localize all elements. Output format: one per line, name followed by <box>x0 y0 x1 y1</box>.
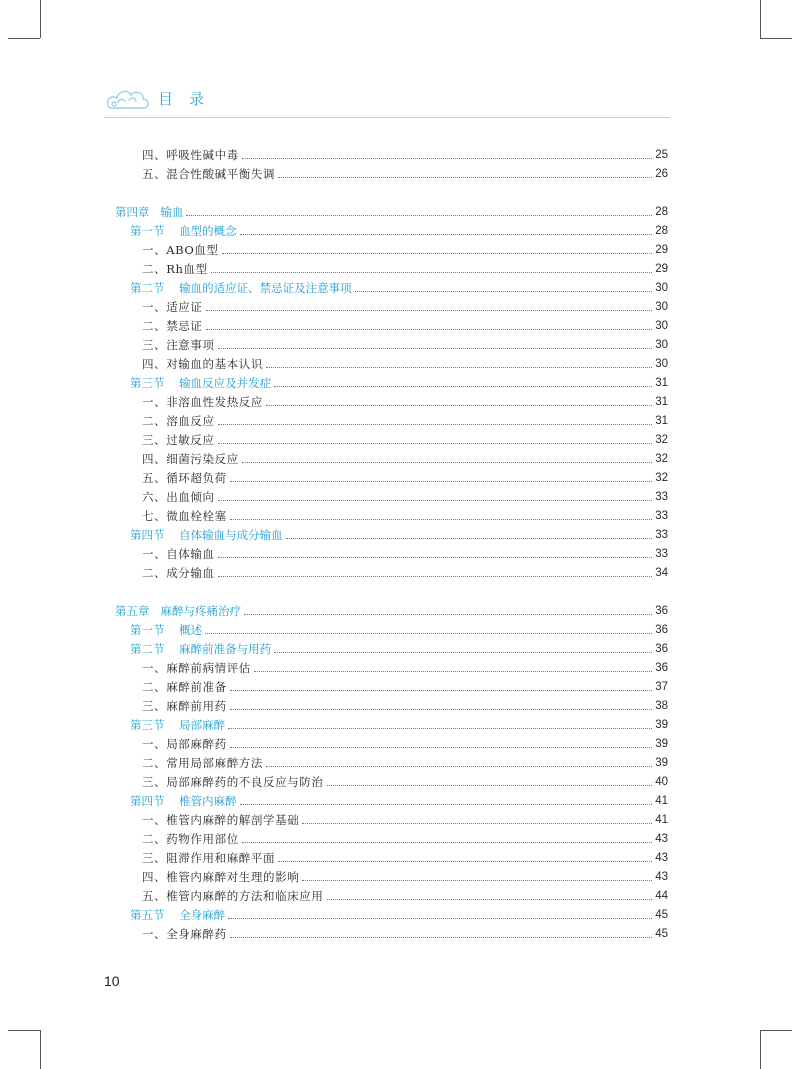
toc-item-row[interactable] <box>112 656 668 675</box>
toc-entry-page: 41 <box>655 795 668 807</box>
toc-item-row[interactable] <box>112 865 668 884</box>
toc-entry-page: 39 <box>655 719 668 731</box>
toc-section-row[interactable] <box>112 618 668 637</box>
toc-entry-page: 26 <box>655 168 668 180</box>
toc-entry-page: 33 <box>655 510 668 522</box>
dot-leader <box>218 500 653 501</box>
toc-entry-page: 28 <box>655 206 668 218</box>
toc-entry-label: 第四章 输血 <box>115 205 184 219</box>
crop-mark <box>40 0 41 38</box>
dot-leader <box>240 234 653 235</box>
toc-entry-label: 二、溶血反应 <box>142 414 215 428</box>
toc-item-row[interactable] <box>112 257 668 276</box>
dot-leader <box>242 842 652 843</box>
dot-leader <box>230 709 653 710</box>
dot-leader <box>230 690 653 691</box>
toc-entry-label: 三、局部麻醉药的不良反应与防治 <box>142 775 324 789</box>
dot-leader <box>266 766 652 767</box>
toc-entry-label: 二、成分输血 <box>142 566 215 580</box>
dot-leader <box>218 557 653 558</box>
toc-chapter-row[interactable] <box>112 200 668 219</box>
toc-entry-page: 33 <box>655 548 668 560</box>
dot-leader <box>278 177 652 178</box>
toc-section-row[interactable] <box>112 903 668 922</box>
crop-mark <box>8 1030 40 1031</box>
toc-entry-page: 43 <box>655 833 668 845</box>
toc-entry-label: 三、过敏反应 <box>142 433 215 447</box>
toc-entry-page: 34 <box>655 567 668 579</box>
dot-leader <box>327 899 653 900</box>
toc-entry-page: 40 <box>655 776 668 788</box>
toc-item-row[interactable] <box>112 846 668 865</box>
toc-item-row[interactable] <box>112 295 668 314</box>
toc-entry-label: 三、麻醉前用药 <box>142 699 227 713</box>
toc-entry-page: 43 <box>655 871 668 883</box>
toc-entry-label: 二、Rh血型 <box>142 262 208 276</box>
dot-leader <box>286 538 653 539</box>
dot-leader <box>274 652 652 653</box>
toc-header <box>104 80 220 116</box>
dot-leader <box>278 861 652 862</box>
toc-entry-page: 31 <box>655 396 668 408</box>
toc-entry-label: 二、禁忌证 <box>142 319 203 333</box>
toc-entry-page: 43 <box>655 852 668 864</box>
toc-item-row[interactable] <box>112 884 668 903</box>
toc-item-row[interactable] <box>112 922 668 941</box>
title-char: 目 <box>158 89 176 108</box>
toc-item-row[interactable] <box>112 561 668 580</box>
toc-entry-label: 第四节 椎管内麻醉 <box>130 794 237 808</box>
crop-mark <box>40 1030 41 1069</box>
toc-entry-label: 三、注意事项 <box>142 338 215 352</box>
toc-entry-label: 一、ABO血型 <box>142 243 219 257</box>
toc-entry-label: 第一节 血型的概念 <box>130 224 237 238</box>
toc-item-row[interactable] <box>112 675 668 694</box>
toc-entry-label: 二、常用局部麻醉方法 <box>142 756 263 770</box>
toc-section-row[interactable] <box>112 789 668 808</box>
toc-entry-label: 一、自体输血 <box>142 547 215 561</box>
dot-leader <box>242 158 652 159</box>
toc-section-row[interactable] <box>112 637 668 656</box>
toc-entry-label: 第三节 局部麻醉 <box>130 718 226 732</box>
dot-leader <box>266 367 652 368</box>
toc-entry-label: 六、出血倾向 <box>142 490 215 504</box>
toc-entry-label: 第一节 概述 <box>130 623 203 637</box>
toc-item-row[interactable] <box>112 542 668 561</box>
toc-entry-page: 28 <box>655 225 668 237</box>
page-number: 10 <box>104 973 120 989</box>
dot-leader <box>254 671 652 672</box>
toc-entry-page: 45 <box>655 909 668 921</box>
cloud-ornament-icon <box>104 83 152 113</box>
toc-entry-label: 第三节 输血反应及并发症 <box>130 376 272 390</box>
dot-leader <box>218 424 653 425</box>
toc-entry-page: 36 <box>655 605 668 617</box>
dot-leader <box>186 215 652 216</box>
dot-leader <box>230 747 653 748</box>
toc-entry-label: 一、全身麻醉药 <box>142 927 227 941</box>
toc-entry-page: 30 <box>655 358 668 370</box>
toc-entry-label: 第四节 自体输血与成分输血 <box>130 528 283 542</box>
toc-item-row[interactable] <box>112 808 668 827</box>
toc-entry-label: 五、循环超负荷 <box>142 471 227 485</box>
toc-entry-label: 第二节 麻醉前准备与用药 <box>130 642 272 656</box>
dot-leader <box>327 785 653 786</box>
toc-entry-page: 31 <box>655 377 668 389</box>
toc-section-row[interactable] <box>112 219 668 238</box>
toc-item-row[interactable] <box>112 333 668 352</box>
toc-section-row[interactable] <box>112 713 668 732</box>
dot-leader <box>355 291 653 292</box>
dot-leader <box>228 728 652 729</box>
dot-leader <box>242 462 652 463</box>
toc-entry-page: 33 <box>655 529 668 541</box>
toc-chapter-row[interactable] <box>112 599 668 618</box>
dot-leader <box>302 823 652 824</box>
toc-entry-page: 36 <box>655 662 668 674</box>
dot-leader <box>218 348 653 349</box>
toc-entry-label: 四、对输血的基本认识 <box>142 357 263 371</box>
toc-entry-label: 四、椎管内麻醉对生理的影响 <box>142 870 300 884</box>
dot-leader <box>230 937 653 938</box>
toc-entry-label: 第五章 麻醉与疼痛治疗 <box>115 604 241 618</box>
dot-leader <box>266 405 652 406</box>
dot-leader <box>302 880 652 881</box>
toc-item-row[interactable] <box>112 162 668 181</box>
toc-item-row[interactable] <box>112 352 668 371</box>
dot-leader <box>211 272 653 273</box>
toc-item-row[interactable] <box>112 238 668 257</box>
dot-leader <box>230 481 653 482</box>
toc-entry-page: 31 <box>655 415 668 427</box>
toc-item-row[interactable] <box>112 504 668 523</box>
dot-leader <box>244 614 652 615</box>
dot-leader <box>218 443 653 444</box>
dot-leader <box>222 253 653 254</box>
toc-item-row[interactable] <box>112 770 668 789</box>
toc-entry-label: 一、适应证 <box>142 300 203 314</box>
toc-entry-page: 30 <box>655 339 668 351</box>
toc-entry-label: 五、混合性酸碱平衡失调 <box>142 167 276 181</box>
toc-item-row[interactable] <box>112 143 668 162</box>
toc-section-row[interactable] <box>112 276 668 295</box>
toc-item-row[interactable] <box>112 485 668 504</box>
toc-entry-page: 44 <box>655 890 668 902</box>
dot-leader <box>218 576 653 577</box>
toc-entry-label: 一、非溶血性发热反应 <box>142 395 263 409</box>
toc-entry-label: 四、细菌污染反应 <box>142 452 239 466</box>
crop-mark <box>760 1030 792 1031</box>
dot-leader <box>228 918 652 919</box>
crop-mark <box>760 0 761 38</box>
toc-entry-label: 第五节 全身麻醉 <box>130 908 226 922</box>
toc-item-row[interactable] <box>112 409 668 428</box>
toc-entry-label: 二、麻醉前准备 <box>142 680 227 694</box>
toc-entry-page: 37 <box>655 681 668 693</box>
toc-item-row[interactable] <box>112 428 668 447</box>
toc-item-row[interactable] <box>112 732 668 751</box>
toc-item-row[interactable] <box>112 390 668 409</box>
toc-entry-page: 33 <box>655 491 668 503</box>
toc-entry-label: 二、药物作用部位 <box>142 832 239 846</box>
toc-entry-page: 39 <box>655 757 668 769</box>
toc-entry-page: 45 <box>655 928 668 940</box>
toc-entry-page: 32 <box>655 472 668 484</box>
toc-item-row[interactable] <box>112 827 668 846</box>
toc-entry-label: 一、麻醉前病情评估 <box>142 661 251 675</box>
toc-entry-label: 一、椎管内麻醉的解剖学基础 <box>142 813 300 827</box>
header-rule <box>104 117 670 118</box>
dot-leader <box>274 386 652 387</box>
toc-entry-label: 第二节 输血的适应证、禁忌证及注意事项 <box>130 281 352 295</box>
toc-entry-label: 四、呼吸性碱中毒 <box>142 148 239 162</box>
dot-leader <box>240 804 653 805</box>
toc-item-row[interactable] <box>112 466 668 485</box>
crop-mark <box>760 38 792 39</box>
crop-mark <box>8 38 40 39</box>
dot-leader <box>206 329 653 330</box>
toc-section-row[interactable] <box>112 371 668 390</box>
crop-mark <box>760 1030 761 1069</box>
toc-entry-label: 三、阻滞作用和麻醉平面 <box>142 851 276 865</box>
toc-section-row[interactable] <box>112 523 668 542</box>
toc-entry-page: 36 <box>655 624 668 636</box>
toc-item-row[interactable] <box>112 314 668 333</box>
toc-entry-page: 32 <box>655 453 668 465</box>
toc-entry-label: 七、微血栓栓塞 <box>142 509 227 523</box>
title-char: 录 <box>189 89 207 108</box>
toc-entry-page: 29 <box>655 263 668 275</box>
dot-leader <box>205 633 652 634</box>
toc-entry-page: 29 <box>655 244 668 256</box>
toc-entry-page: 25 <box>655 149 668 161</box>
toc-entry-page: 30 <box>655 301 668 313</box>
dot-leader <box>230 519 653 520</box>
toc-entry-page: 41 <box>655 814 668 826</box>
page-title <box>158 88 220 109</box>
toc-entry-label: 一、局部麻醉药 <box>142 737 227 751</box>
toc-entry-page: 30 <box>655 282 668 294</box>
toc-entry-label: 五、椎管内麻醉的方法和临床应用 <box>142 889 324 903</box>
toc-item-row[interactable] <box>112 751 668 770</box>
toc-entry-page: 39 <box>655 738 668 750</box>
toc-entry-page: 30 <box>655 320 668 332</box>
toc-entry-page: 36 <box>655 643 668 655</box>
dot-leader <box>206 310 653 311</box>
toc-item-row[interactable] <box>112 447 668 466</box>
toc-entry-page: 32 <box>655 434 668 446</box>
toc-entry-page: 38 <box>655 700 668 712</box>
toc-item-row[interactable] <box>112 694 668 713</box>
